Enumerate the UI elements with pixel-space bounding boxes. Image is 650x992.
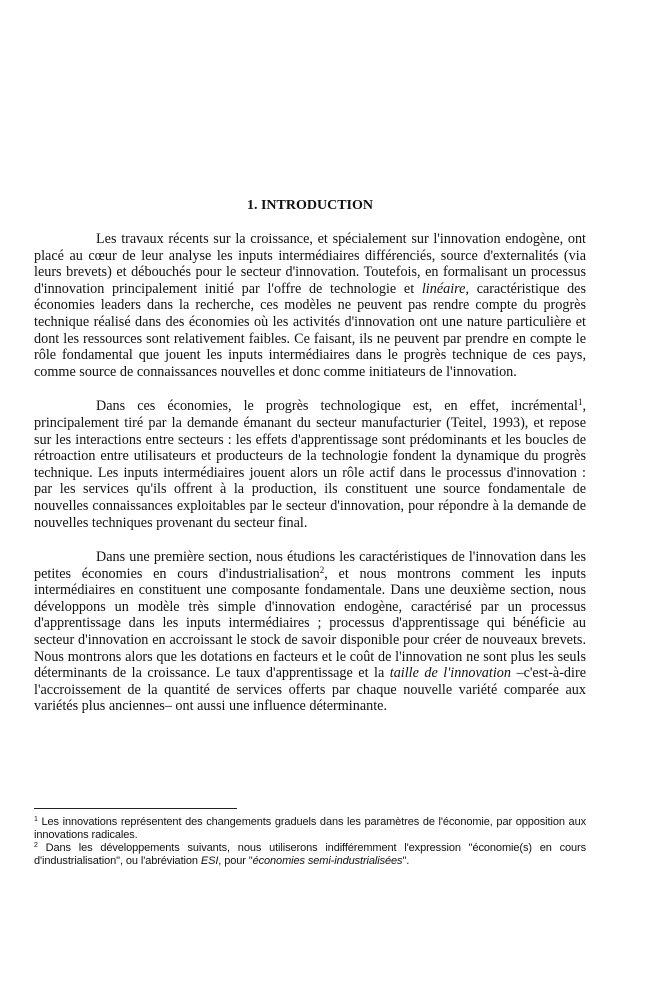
- footnote-marker: 2: [34, 842, 38, 849]
- footnote-1: [34, 816, 586, 842]
- text-run: Dans ces économies, le progrès technologique est, en effet, incrémental: [96, 398, 578, 415]
- italic-text: linéaire: [421, 280, 466, 297]
- section-title: 1. INTRODUCTION: [246, 198, 373, 213]
- footnote-divider: [34, 808, 237, 809]
- text-run: , pour ": [218, 855, 253, 867]
- paragraph: [34, 231, 586, 380]
- text-run: Dans une première section, nous étudions les caractéristiques de l'innovation dans les petites économies en cours d'industrialisation: [34, 549, 586, 582]
- footnote-marker: 2: [319, 564, 325, 575]
- text-run: , caractéristique des économies leaders dans la recherche, ces modèles ne peuvent pas rendre compte du progrès technique réalisé dans des économies où les activités d'innovation ont une nature particulière et dont les ressources sont relativement faibles. Ce faisant, ils ne peuvent par prendre en compte le rôle fondamental que jouent les inputs intermédiaires dans le progrès technique de ces pays, comme source de connaissances nouvelles et donc comme initiateurs de l'innovation.: [34, 280, 586, 380]
- text-run: Les innovations représentent des changements graduels dans les paramètres de l'économie, par opposition aux innovations radicales.: [34, 816, 586, 841]
- italic-text: ESI: [200, 855, 219, 867]
- paragraph: [34, 549, 586, 715]
- italic-text: taille de l'innovation: [389, 665, 511, 682]
- footnotes: [34, 816, 586, 868]
- text-run: , principalement tiré par la demande émanant du secteur manufacturier (Teitel, 1993), et repose sur les interactions entre secteurs : les effets d'apprentissage sont prédominants et les boucles de rétroaction entre utilisateurs et producteurs de la technologie fondent la dynamique du progrès technique. Les inputs intermédiaires jouent alors un rôle actif dans le processus d'innovation : par les services qu'ils offrent à la production, ils constituent une source fondamentale de nouvelles connaissances exploitables par le secteur d'innovation, pour répondre à la demande de nouvelles techniques provenant du secteur final.: [34, 398, 586, 531]
- italic-text: économies semi-industrialisées: [252, 855, 403, 867]
- text-run: Les travaux récents sur la croissance, et spécialement sur l'innovation endogène, ont placé au cœur de leur analyse les inputs intermédiaires différenciés, source d'externalités (via leurs brevets) et débouchés pour le secteur d'innovation. Toutefois, en formalisant un processus d'innovation principalement initié par l'offre de technologie et: [34, 231, 586, 297]
- text-run: Dans les développements suivants, nous utiliserons indifféremment l'expression "économie(s) en cours d'industrialisation", ou l'abréviation: [34, 842, 586, 867]
- text-run: , et nous montrons comment les inputs intermédiaires en constituent une composante fondamentale. Dans une deuxième section, nous développons un modèle très simple d'innovation endogène, caractérisé par un processus d'apprentissage dans les inputs intermédiaires ; processus d'apprentissage qui bénéficie au secteur d'innovation en accroissant le stock de savoir disponible pour créer de nouveaux brevets. Nous montrons alors que les dotations en facteurs et le coût de l'innovation ne sont plus les seuls déterminants de la croissance. Le taux d'apprentissage et la: [34, 565, 586, 682]
- text-run: ".: [402, 855, 410, 867]
- body-text: [34, 231, 586, 733]
- paragraph: [34, 398, 586, 531]
- footnote-2: [34, 842, 586, 868]
- footnote-marker: 1: [577, 397, 583, 408]
- footnote-marker: 1: [34, 816, 38, 823]
- text-run: –c'est-à-dire l'accroissement de la quantité de services offerts par chaque nouvelle variété comparée aux variétés plus anciennes– ont aussi une influence déterminante.: [34, 665, 586, 715]
